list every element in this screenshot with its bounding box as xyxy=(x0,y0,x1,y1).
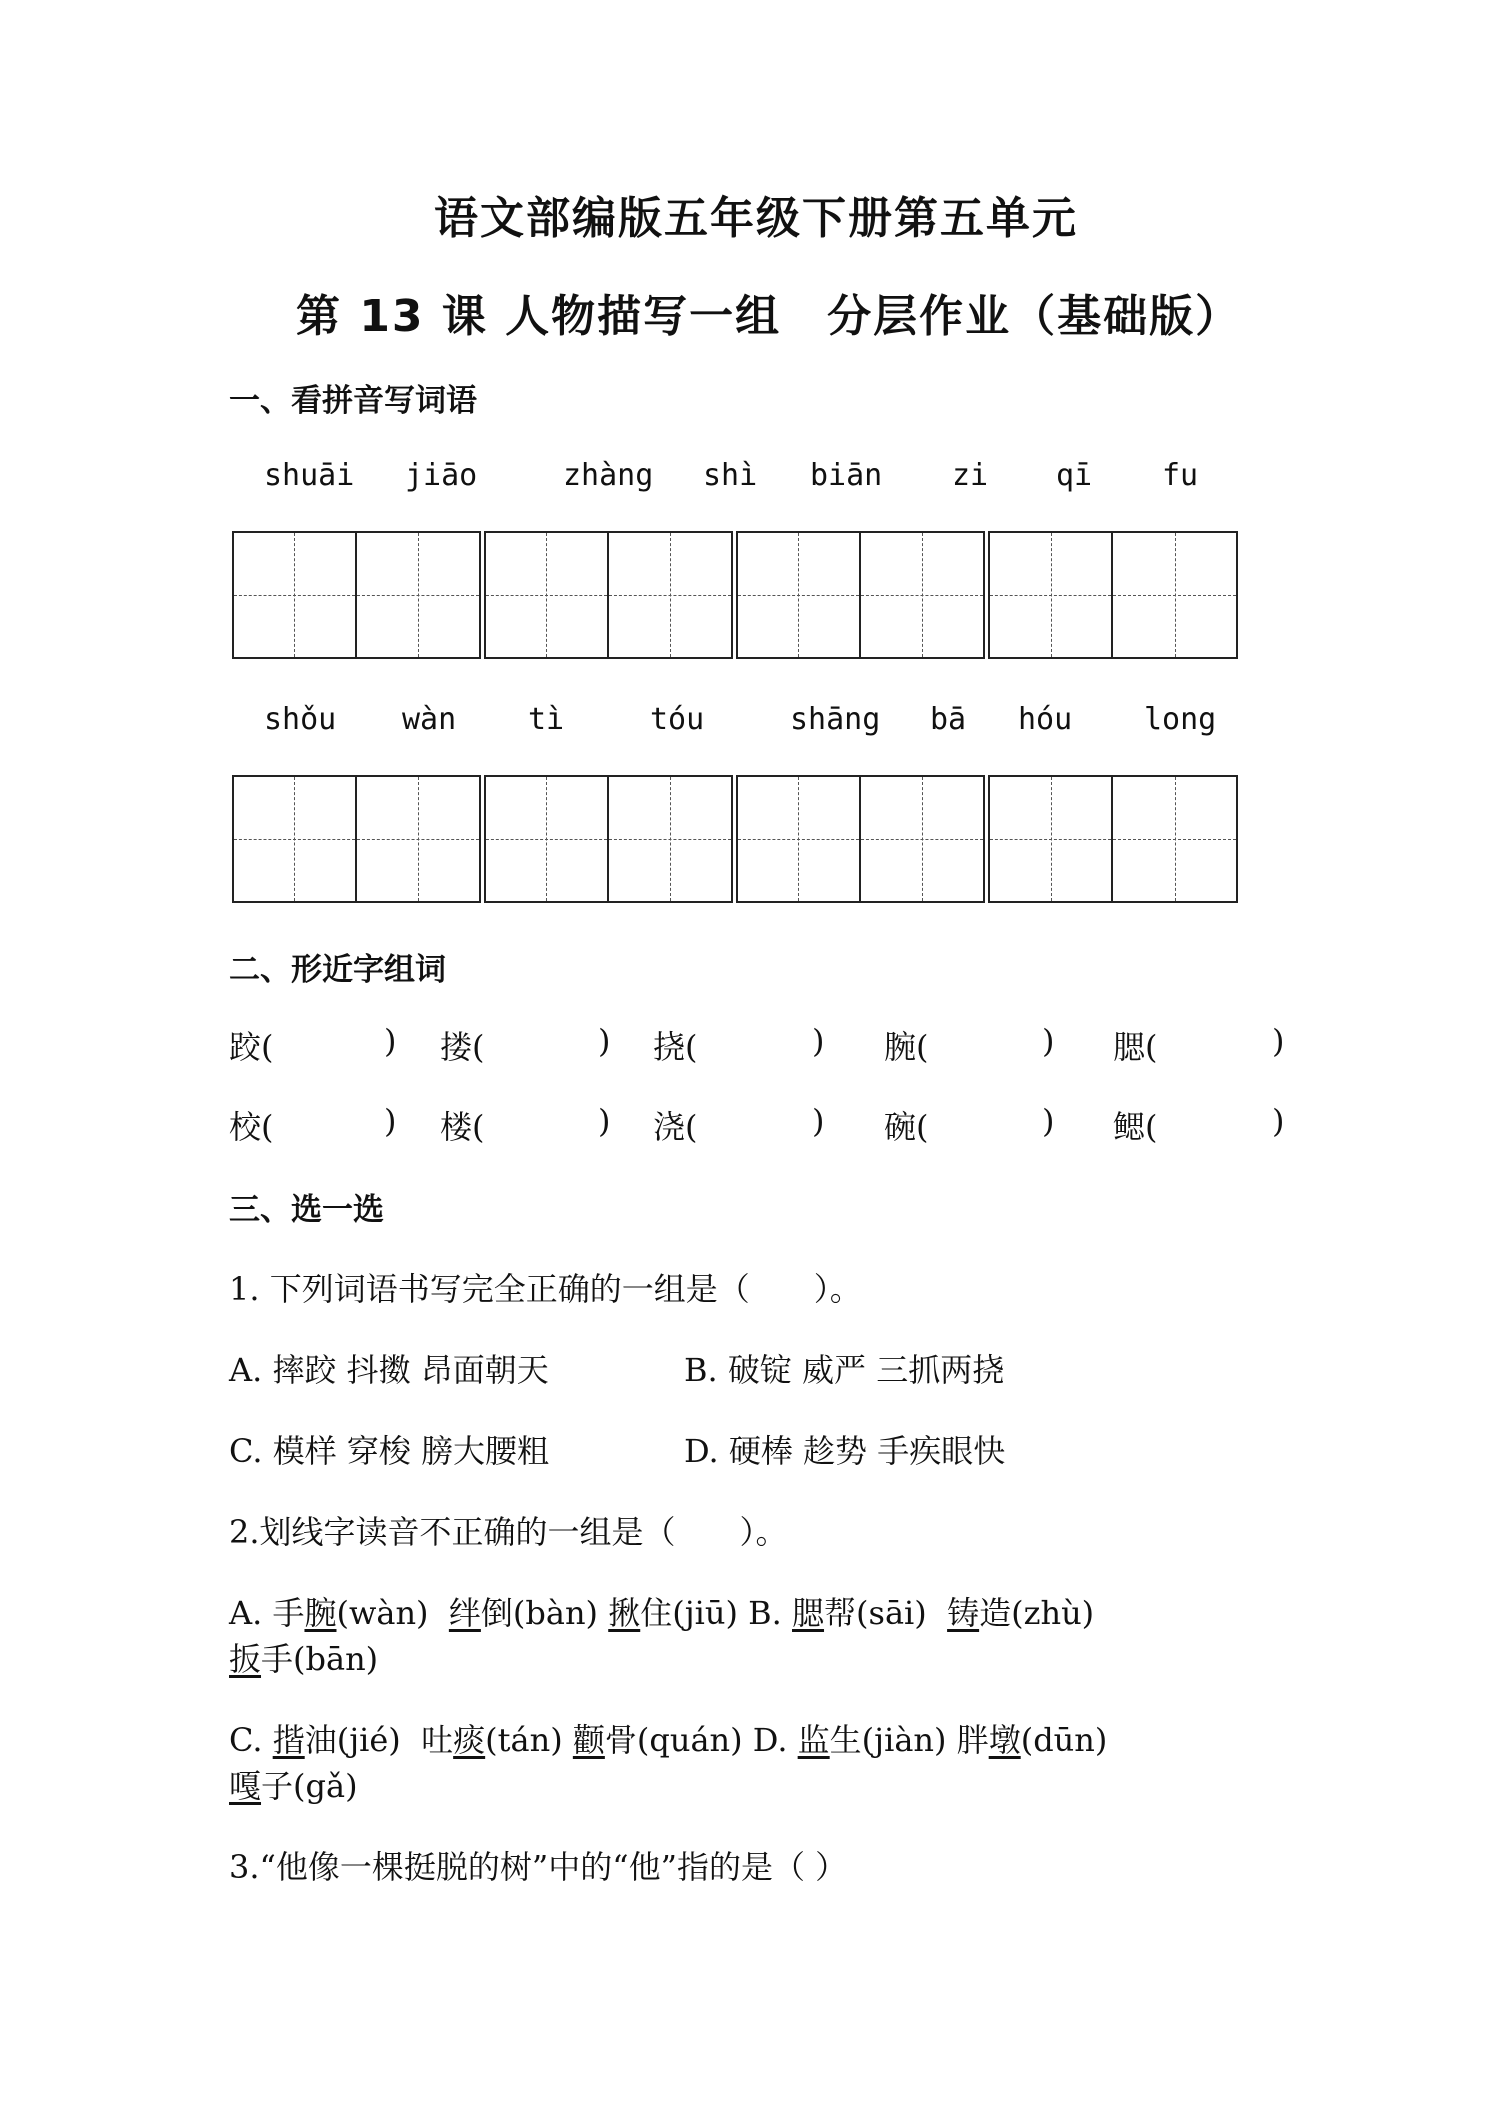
pinyin-label: zi xyxy=(952,458,989,493)
underlined-char: 墩 xyxy=(988,1721,1021,1759)
q2-text: 生(jiàn) xyxy=(829,1721,947,1759)
underlined-char: 痰 xyxy=(453,1721,486,1759)
char-label: 搂( xyxy=(440,1028,485,1066)
q2-text: A. 手 xyxy=(229,1594,305,1632)
writing-box-pair[interactable] xyxy=(988,775,1238,903)
close-paren: ) xyxy=(1272,1022,1285,1060)
pinyin-label: jiāo xyxy=(405,458,478,493)
writing-box-pair[interactable] xyxy=(232,531,481,659)
pinyin-label: zhàng xyxy=(563,458,654,493)
underlined-char: 腕 xyxy=(304,1594,337,1632)
close-paren: ) xyxy=(1042,1102,1055,1140)
pinyin-label: shì xyxy=(703,458,758,493)
char-label: 碗( xyxy=(884,1108,929,1146)
q2-option-b-continued xyxy=(229,1634,378,1680)
pinyin-label: wàn xyxy=(402,702,457,737)
underlined-char: 扳 xyxy=(229,1640,262,1678)
pinyin-label: tì xyxy=(528,702,565,737)
section-heading-pinyin: 一、看拼音写词语 xyxy=(229,383,477,419)
char-label: 挠( xyxy=(653,1028,698,1066)
q2-text: 骨(quán) xyxy=(604,1721,743,1759)
underlined-char: 揩 xyxy=(272,1721,305,1759)
q2-option-c-line xyxy=(229,1715,1107,1761)
q1-option-d: D. 硬棒 趁势 手疾眼快 xyxy=(684,1432,1006,1470)
close-paren: ) xyxy=(1272,1102,1285,1140)
question-3-stem: 3.“他像一棵挺脱的树”中的“他”指的是（ ） xyxy=(229,1848,848,1886)
char-label: 楼( xyxy=(440,1108,485,1146)
pinyin-label: biān xyxy=(810,458,883,493)
pinyin-label: shuāi xyxy=(264,458,355,493)
pinyin-label: bā xyxy=(930,702,967,737)
writing-box-pair[interactable] xyxy=(988,531,1238,659)
char-label: 跤( xyxy=(229,1028,274,1066)
close-paren: ) xyxy=(384,1102,397,1140)
underlined-char: 颧 xyxy=(572,1721,605,1759)
q1-option-c: C. 模样 穿梭 膀大腰粗 xyxy=(229,1432,550,1470)
close-paren: ) xyxy=(598,1102,611,1140)
q2-text: (dūn) xyxy=(1020,1721,1108,1759)
pinyin-label: tóu xyxy=(650,702,705,737)
q2-text: 手(bān) xyxy=(261,1640,379,1678)
q2-text: 帮(sāi) xyxy=(824,1594,927,1632)
q2-text: 住(jiū) xyxy=(640,1594,738,1632)
pinyin-label: fu xyxy=(1162,458,1199,493)
writing-box-pair[interactable] xyxy=(736,531,985,659)
writing-box-pair[interactable] xyxy=(484,531,733,659)
question-1-stem: 1. 下列词语书写完全正确的一组是（ ）。 xyxy=(229,1270,862,1308)
page-title: 语文部编版五年级下册第五单元 xyxy=(434,193,1078,244)
writing-box-pair[interactable] xyxy=(736,775,985,903)
close-paren: ) xyxy=(384,1022,397,1060)
question-2-stem: 2.划线字读音不正确的一组是（ ）。 xyxy=(229,1513,788,1551)
section-heading-similar-chars: 二、形近字组词 xyxy=(229,952,446,988)
char-label: 腮( xyxy=(1113,1028,1158,1066)
pinyin-label: shǒu xyxy=(264,702,337,737)
char-label: 鳃( xyxy=(1113,1108,1158,1146)
char-label: 腕( xyxy=(884,1028,929,1066)
writing-box-pair[interactable] xyxy=(232,775,481,903)
q2-text: 胖 xyxy=(956,1721,989,1759)
q2-text: 倒(bàn) xyxy=(480,1594,599,1632)
q2-option-c-label: C. xyxy=(229,1721,263,1759)
section-heading-choice: 三、选一选 xyxy=(229,1192,384,1228)
q2-text: 造(zhù) xyxy=(979,1594,1095,1632)
pinyin-label: qī xyxy=(1056,458,1093,493)
page-subtitle: 第 13 课 人物描写一组 分层作业（基础版） xyxy=(296,291,1242,342)
q2-text: 油(jié) xyxy=(304,1721,401,1759)
q2-option-a-line xyxy=(229,1588,1094,1634)
writing-box-pair[interactable] xyxy=(484,775,733,903)
char-label: 校( xyxy=(229,1108,274,1146)
underlined-char: 监 xyxy=(797,1721,830,1759)
close-paren: ) xyxy=(598,1022,611,1060)
underlined-char: 揪 xyxy=(608,1594,641,1632)
q2-text: (tán) xyxy=(485,1721,563,1759)
underlined-char: 腮 xyxy=(792,1594,825,1632)
pinyin-label: shāng xyxy=(790,702,881,737)
q2-option-d-label: D. xyxy=(752,1721,788,1759)
q2-option-d-continued xyxy=(229,1761,358,1807)
underlined-char: 绊 xyxy=(448,1594,481,1632)
close-paren: ) xyxy=(812,1102,825,1140)
q2-text: 吐 xyxy=(421,1721,454,1759)
close-paren: ) xyxy=(1042,1022,1055,1060)
q2-option-b-label: B. xyxy=(748,1594,782,1632)
pinyin-label: long xyxy=(1144,702,1217,737)
q2-text: 子(gǎ) xyxy=(261,1767,358,1805)
q1-option-a: A. 摔跤 抖擞 昂面朝天 xyxy=(229,1351,549,1389)
pinyin-label: hóu xyxy=(1018,702,1073,737)
q2-text: (wàn) xyxy=(336,1594,429,1632)
q1-option-b: B. 破锭 威严 三抓两挠 xyxy=(684,1351,1005,1389)
underlined-char: 嘎 xyxy=(229,1767,262,1805)
char-label: 浇( xyxy=(653,1108,698,1146)
underlined-char: 铸 xyxy=(947,1594,980,1632)
close-paren: ) xyxy=(812,1022,825,1060)
